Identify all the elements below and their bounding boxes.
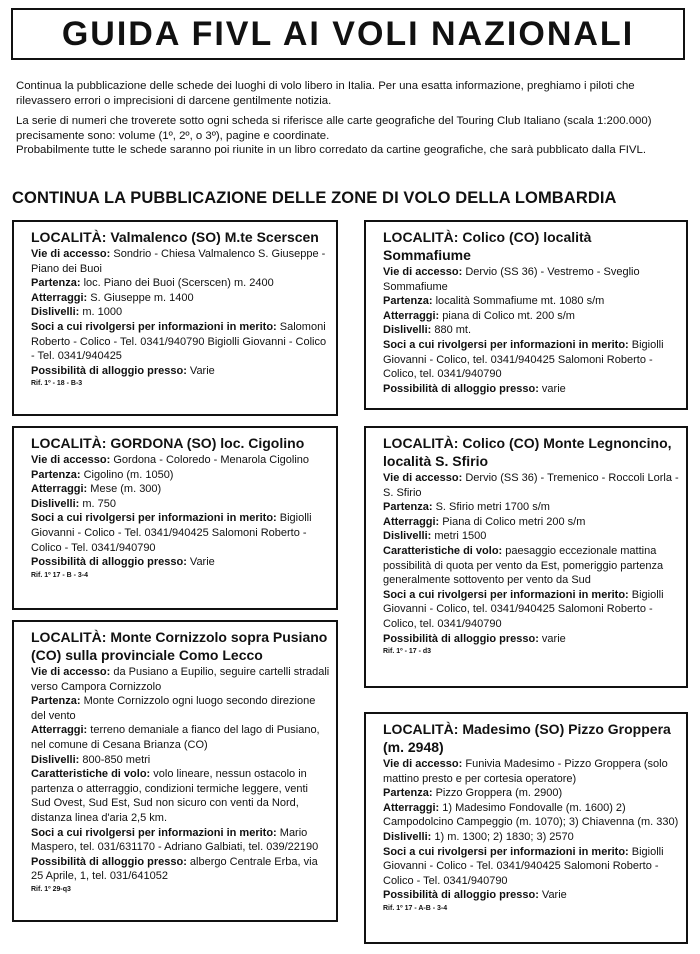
- takeoff-row: [383, 786, 680, 801]
- lodging-label: Possibilità di alloggio presso:: [31, 855, 187, 868]
- contacts-text: Salomoni Roberto - Colico - Tel. 0341/940790 Bigiolli Giovanni - Colico - Tel. 0341/940425: [31, 320, 327, 363]
- lodging-row: [383, 888, 680, 903]
- elevation-text: m. 750: [82, 497, 116, 510]
- site-title-name: Monte Cornizzolo sopra Pusiano (CO) sulla provinciale Como Lecco: [31, 629, 328, 663]
- site-title: [31, 628, 330, 664]
- lodging-text: varie: [541, 632, 566, 645]
- lodging-row: [31, 855, 330, 884]
- access-label: Vie di accesso:: [31, 454, 111, 466]
- elevation-label: Dislivelli:: [383, 324, 432, 337]
- takeoff-text: S. Sfirio metri 1700 s/m: [435, 501, 550, 514]
- access-label: Vie di accesso:: [31, 666, 111, 678]
- contacts-row: [383, 588, 680, 632]
- elevation-text: m. 1000: [82, 306, 123, 319]
- lodging-row: [31, 364, 330, 379]
- page-title: GUIDA FIVL AI VOLI NAZIONALI: [61, 14, 635, 53]
- site-title-label: LOCALITÀ:: [31, 629, 107, 645]
- site-card-legnoncino: [364, 426, 688, 688]
- access-text: da Pusiano a Eupilio, seguire cartelli stradali verso Campora Cornizzolo: [31, 666, 330, 693]
- access-text: Funivia Madesimo - Pizzo Groppera (solo mattino presto e per cortesia operatore): [383, 758, 668, 785]
- flight-characteristics-label: Caratteristiche di volo:: [31, 768, 151, 781]
- takeoff-label: Partenza:: [383, 295, 433, 308]
- access-row: [31, 665, 330, 694]
- site-card-gordona: [12, 426, 338, 610]
- elevation-text: metri 1500: [434, 530, 487, 543]
- site-title: [31, 228, 330, 246]
- takeoff-text: Monte Cornizzolo ogni luogo secondo direzione del vento: [31, 695, 316, 722]
- lodging-row: [31, 555, 330, 570]
- landing-row: [383, 309, 680, 324]
- lodging-text: albergo Centrale Erba, via 25 Aprile, 1, tel. 031/641052: [31, 855, 318, 883]
- intro-paragraph-3: Probabilmente tutte le schede saranno poi riunite in un libro corredato da cartine geografiche, che sarà pubblicato dalla FIVL.: [16, 144, 647, 156]
- flight-characteristics-text: paesaggio eccezionale mattina possibilità di quota per vento da Est, pomeriggio partenza generalmente sottovento per vento da Sud: [383, 544, 664, 587]
- elevation-text: 800-850 metri: [82, 753, 151, 766]
- landing-label: Atterraggi:: [31, 291, 88, 304]
- lodging-text: Varie: [189, 364, 215, 377]
- elevation-label: Dislivelli:: [31, 306, 80, 319]
- takeoff-row: [31, 276, 330, 291]
- access-row: [31, 453, 330, 468]
- takeoff-label: Partenza:: [383, 787, 433, 800]
- flight-characteristics-text: volo lineare, nessun ostacolo in partenza o atterraggio, condizioni termiche leggere, venti Sud Ovest, Sud Est, Sud non sicuro con venti da Nord, distanza linea d'aria 2,5 km.: [31, 768, 308, 824]
- elevation-row: [31, 753, 330, 768]
- elevation-text: 880 mt.: [434, 324, 472, 337]
- access-label: Vie di accesso:: [383, 266, 463, 278]
- landing-row: [31, 291, 330, 306]
- site-title-label: LOCALITÀ:: [383, 435, 459, 451]
- contacts-row: [31, 320, 330, 364]
- map-reference: Rif. 1º 17 - B - 3-4: [31, 571, 89, 579]
- elevation-label: Dislivelli:: [383, 530, 432, 543]
- access-label: Vie di accesso:: [31, 248, 111, 260]
- lodging-label: Possibilità di alloggio presso:: [383, 382, 539, 395]
- takeoff-text: loc. Piano dei Buoi (Scerscen) m. 2400: [83, 277, 274, 290]
- contacts-text: Bigiolli Giovanni - Colico - Tel. 0341/940425 Salomoni Roberto - Colico - Tel. 0341/940790: [31, 512, 312, 554]
- site-title-name: Colico (CO) località Sommafiume: [383, 229, 592, 263]
- takeoff-row: [31, 694, 330, 723]
- site-card-valmalenco: [12, 220, 338, 416]
- elevation-row: [31, 305, 330, 320]
- contacts-text: Mario Maspero, tel. 031/631170 - Adriano Galbiati, tel. 039/22190: [31, 826, 319, 854]
- site-title-label: LOCALITÀ:: [31, 229, 107, 245]
- map-reference: Rif. 1º 17 - A-B - 3-4: [383, 904, 448, 912]
- elevation-row: [383, 529, 680, 544]
- lodging-text: Varie: [541, 889, 567, 902]
- flight-characteristics-row: [383, 544, 680, 588]
- landing-row: [383, 801, 680, 830]
- site-card-madesimo: [364, 712, 688, 944]
- access-row: [383, 757, 680, 786]
- landing-text: Piana di Colico metri 200 s/m: [442, 515, 586, 528]
- section-heading: CONTINUA LA PUBBLICAZIONE DELLE ZONE DI VOLO DELLA LOMBARDIA: [12, 189, 617, 207]
- takeoff-text: località Sommafiume mt. 1080 s/m: [435, 295, 605, 308]
- takeoff-row: [31, 468, 330, 483]
- contacts-text: Bigiolli Giovanni - Colico, tel. 0341/940425 Salomoni Roberto - Colico, tel. 0341/940790: [383, 588, 664, 630]
- lodging-text: varie: [541, 382, 566, 395]
- contacts-label: Soci a cui rivolgersi per informazioni in merito:: [31, 512, 277, 525]
- access-row: [31, 247, 330, 276]
- map-reference: Rif. 1º - 18 - B-3: [31, 380, 83, 388]
- site-card-sommafiume: [364, 220, 688, 410]
- contacts-label: Soci a cui rivolgersi per informazioni in merito:: [383, 338, 629, 351]
- lodging-row: [383, 382, 680, 397]
- landing-text: Mese (m. 300): [90, 483, 162, 496]
- site-title: [383, 228, 680, 264]
- access-label: Vie di accesso:: [383, 472, 463, 484]
- site-title: [31, 434, 330, 452]
- elevation-label: Dislivelli:: [31, 497, 80, 510]
- map-reference: Rif. 1º 29-q3: [31, 885, 71, 893]
- landing-label: Atterraggi:: [31, 483, 88, 496]
- site-title-name: Madesimo (SO) Pizzo Groppera (m. 2948): [383, 721, 671, 755]
- access-row: [383, 265, 680, 294]
- lodging-row: [383, 632, 680, 647]
- contacts-text: Bigiolli Giovanni - Colico - Tel. 0341/940425 Salomoni Roberto - Colico - Tel. 0341/940790: [383, 845, 664, 887]
- landing-text: S. Giuseppe m. 1400: [90, 291, 194, 304]
- elevation-row: [383, 323, 680, 338]
- title-box: [11, 8, 685, 60]
- access-text: Gordona - Coloredo - Menarola Cigolino: [113, 454, 310, 466]
- takeoff-row: [383, 500, 680, 515]
- site-title-label: LOCALITÀ:: [383, 721, 459, 737]
- site-title-name: Colico (CO) Monte Legnoncino, località S. Sfirio: [383, 435, 672, 469]
- takeoff-label: Partenza:: [31, 695, 81, 708]
- contacts-row: [31, 826, 330, 855]
- map-reference: Rif. 1º - 17 - d3: [383, 648, 432, 656]
- elevation-label: Dislivelli:: [383, 830, 432, 843]
- site-card-cornizzolo: [12, 620, 338, 922]
- site-title-label: LOCALITÀ:: [31, 435, 107, 451]
- intro-paragraph-1: Continua la pubblicazione delle schede dei luoghi di volo libero in Italia. Per una esatta informazione, preghiamo i piloti che rilevassero errori o imprecisioni di darcene gentilmente notizia.: [16, 80, 635, 107]
- contacts-label: Soci a cui rivolgersi per informazioni in merito:: [31, 320, 277, 333]
- takeoff-label: Partenza:: [383, 501, 433, 514]
- landing-row: [31, 723, 330, 752]
- landing-text: 1) Madesimo Fondovalle (m. 1600) 2) Campodolcino Campeggio (m. 1070); 3) Chiavenna (m. 330): [383, 801, 679, 829]
- takeoff-text: Pizzo Groppera (m. 2900): [435, 787, 563, 800]
- access-label: Vie di accesso:: [383, 758, 463, 770]
- takeoff-row: [383, 294, 680, 309]
- elevation-row: [383, 830, 680, 845]
- site-title-name: GORDONA (SO) loc. Cigolino: [110, 435, 305, 451]
- elevation-row: [31, 497, 330, 512]
- takeoff-text: Cigolino (m. 1050): [83, 468, 174, 481]
- access-row: [383, 471, 680, 500]
- site-title-label: LOCALITÀ:: [383, 229, 459, 245]
- landing-row: [31, 482, 330, 497]
- lodging-label: Possibilità di alloggio presso:: [31, 364, 187, 377]
- landing-label: Atterraggi:: [31, 724, 88, 737]
- landing-text: piana di Colico mt. 200 s/m: [442, 309, 575, 322]
- landing-label: Atterraggi:: [383, 515, 440, 528]
- site-title: [383, 434, 680, 470]
- site-title: [383, 720, 680, 756]
- lodging-label: Possibilità di alloggio presso:: [383, 632, 539, 645]
- landing-label: Atterraggi:: [383, 801, 440, 814]
- intro-paragraph-2: La serie di numeri che troverete sotto ogni scheda si riferisce alle carte geografiche del Touring Club Italiano (scala 1:200.000) precisamente sono: volume (1º, 2º, o 3º), pagine e coordinate.: [16, 115, 652, 142]
- contacts-text: Bigiolli Giovanni - Colico, tel. 0341/940425 Salomoni Roberto - Colico, tel. 0341/940790: [383, 338, 664, 381]
- elevation-text: 1) m. 1300; 2) 1830; 3) 2570: [434, 830, 574, 843]
- contacts-label: Soci a cui rivolgersi per informazioni in merito:: [383, 588, 629, 601]
- contacts-label: Soci a cui rivolgersi per informazioni in merito:: [383, 845, 629, 858]
- access-text: Dervio (SS 36) - Vestremo - Sveglio Sommafiume: [383, 266, 640, 293]
- contacts-row: [383, 338, 680, 382]
- access-text: Sondrio - Chiesa Valmalenco S. Giuseppe - Piano dei Buoi: [31, 248, 326, 275]
- takeoff-label: Partenza:: [31, 468, 81, 481]
- flight-characteristics-label: Caratteristiche di volo:: [383, 544, 503, 557]
- elevation-label: Dislivelli:: [31, 753, 80, 766]
- landing-text: terreno demaniale a fianco del lago di Pusiano, nel comune di Cesana Brianza (CO): [31, 724, 320, 751]
- lodging-label: Possibilità di alloggio presso:: [31, 556, 187, 569]
- lodging-label: Possibilità di alloggio presso:: [383, 889, 539, 902]
- contacts-row: [31, 511, 330, 555]
- contacts-row: [383, 845, 680, 889]
- landing-label: Atterraggi:: [383, 309, 440, 322]
- lodging-text: Varie: [189, 556, 215, 569]
- takeoff-label: Partenza:: [31, 277, 81, 290]
- landing-row: [383, 515, 680, 530]
- access-text: Dervio (SS 36) - Tremenico - Roccoli Lorla - S. Sfirio: [383, 472, 679, 499]
- flight-characteristics-row: [31, 767, 330, 825]
- site-title-name: Valmalenco (SO) M.te Scerscen: [110, 229, 319, 245]
- contacts-label: Soci a cui rivolgersi per informazioni in merito:: [31, 826, 277, 839]
